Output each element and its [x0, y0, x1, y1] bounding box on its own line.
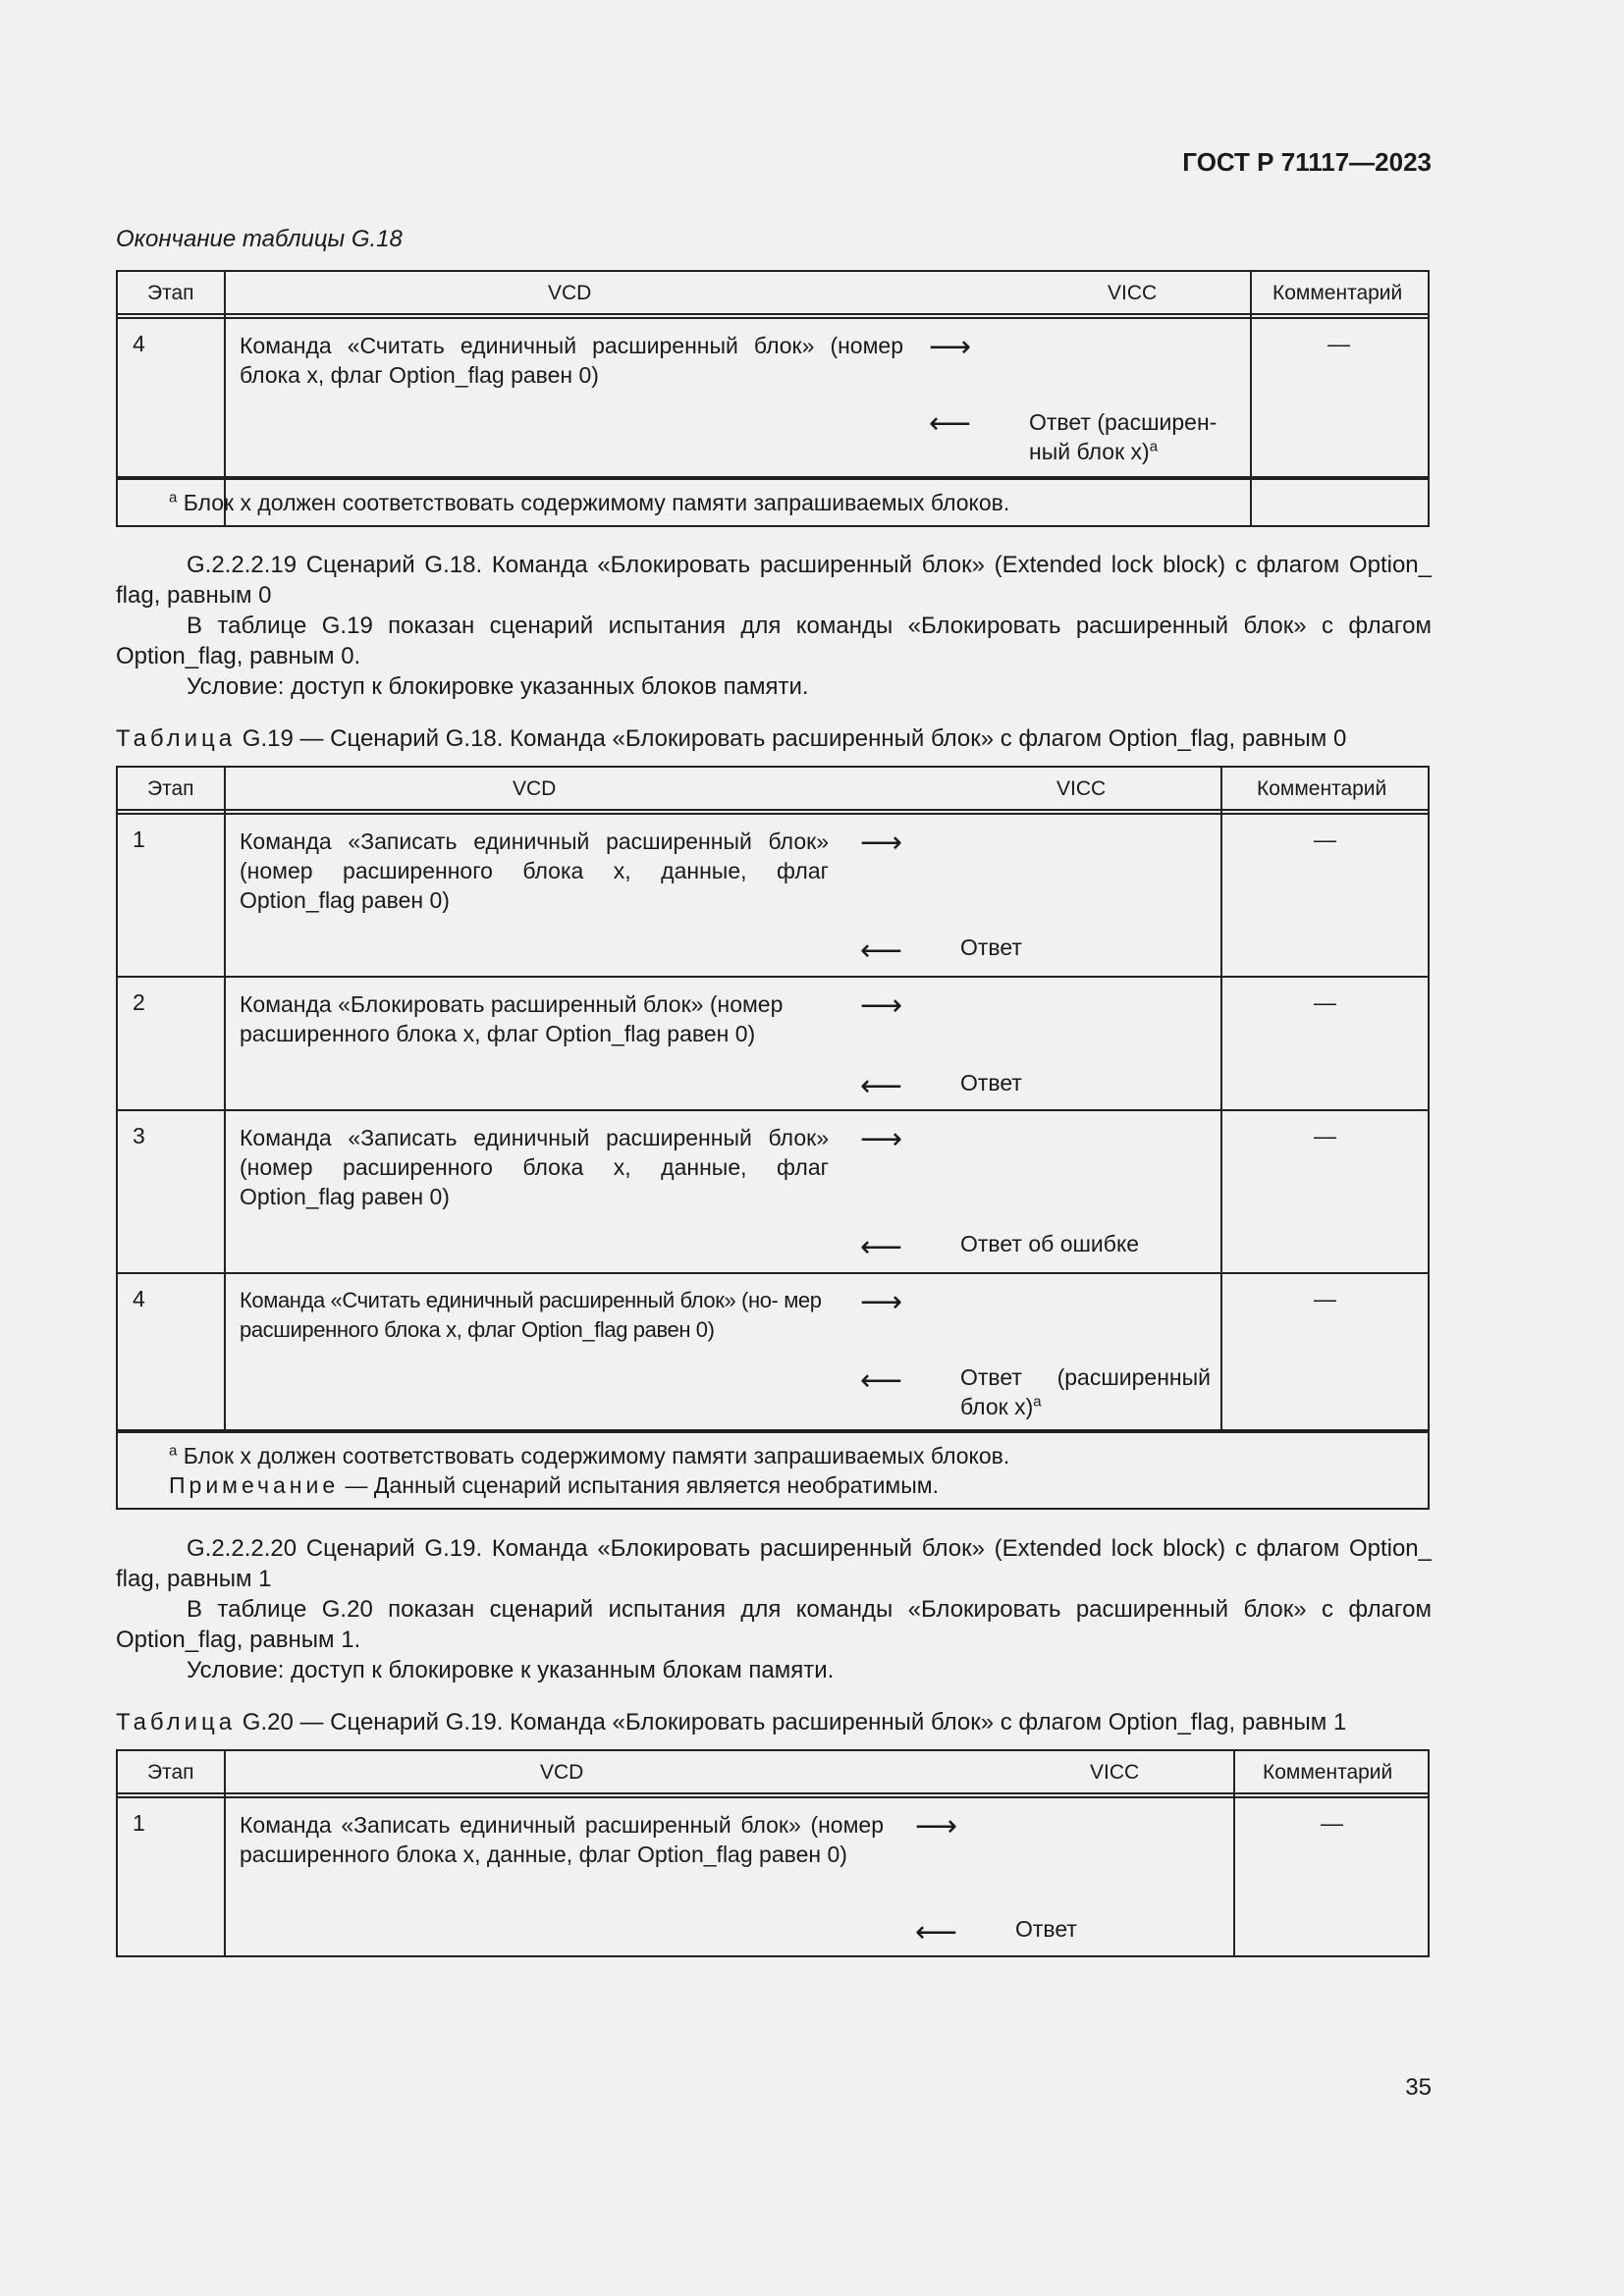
col-comment-header: Комментарий	[1272, 282, 1403, 304]
section-condition: Условие: доступ к блокировке указанных блоков памяти.	[187, 673, 809, 700]
table-g20-title: Таблица G.20 — Сценарий G.19. Команда «Блокировать расширенный блок» с флагом Option_flag, равным 1	[116, 1709, 1347, 1735]
comment-cell: —	[1314, 1123, 1336, 1148]
comment-cell: —	[1321, 1810, 1343, 1836]
vicc-response: Ответ	[1015, 1916, 1077, 1942]
arrow-right-icon: ⟶	[860, 1286, 903, 1318]
table-row	[118, 1274, 1428, 1431]
table-g18-end	[116, 270, 1430, 527]
col-vicc-header: VICC	[1090, 1761, 1140, 1784]
col-stage-header: Этап	[147, 1761, 194, 1784]
arrow-right-icon: ⟶	[860, 827, 903, 859]
arrow-left-icon: ⟵	[860, 1070, 903, 1102]
table-footnote: $^a$ Блок x должен соответствовать содержимому памяти запрашиваемых блоков. Примечание — Данный сценарий испытания является необратимым.	[118, 1431, 1428, 1508]
table-g19	[116, 766, 1430, 1510]
col-vicc-header: VICC	[1056, 777, 1107, 800]
section-g19	[116, 550, 1432, 702]
vicc-response: Ответ	[960, 934, 1022, 960]
vcd-command: Команда «Записать единичный расширенный блок» (номер расширенного блока x, данные, флаг Option_flag равен 0)	[240, 828, 829, 913]
stage-number: 4	[133, 1286, 145, 1311]
table-row	[118, 978, 1428, 1111]
vcd-command: Команда «Записать единичный расширенный блок» (номер расширенного блока x, данные, флаг Option_flag равен 0)	[240, 1125, 829, 1209]
comment-cell: —	[1327, 331, 1350, 356]
section-g20	[116, 1533, 1432, 1685]
table-row	[118, 1111, 1428, 1274]
page-number: 35	[1405, 2074, 1432, 2101]
table-g19-title: Таблица G.19 — Сценарий G.18. Команда «Блокировать расширенный блок» с флагом Option_flag, равным 0	[116, 725, 1347, 752]
vcd-command: Команда «Считать единичный расширенный блок» (но- мер расширенного блока x, флаг Option_flag равен 0)	[240, 1288, 822, 1342]
arrow-left-icon: ⟵	[860, 1364, 903, 1397]
arrow-left-icon: ⟵	[860, 934, 903, 967]
section-heading: G.2.2.2.20 Сценарий G.19. Команда «Блокировать расширенный блок» (Extended lock block) с флагом Option_ flag, равным 1	[116, 1535, 1433, 1592]
stage-number: 4	[133, 331, 145, 356]
stage-number: 1	[133, 1810, 145, 1836]
stage-number: 2	[133, 989, 145, 1015]
arrow-left-icon: ⟵	[915, 1916, 958, 1949]
arrow-left-icon: ⟵	[860, 1231, 903, 1263]
table-footnote: $^a$ Блок x должен соответствовать содержимому памяти запрашиваемых блоков.	[118, 478, 1428, 525]
arrow-right-icon: ⟶	[860, 1123, 903, 1155]
table-row	[118, 319, 1428, 478]
vicc-response: Ответ	[960, 1070, 1022, 1095]
col-comment-header: Комментарий	[1263, 1761, 1393, 1784]
arrow-right-icon: ⟶	[915, 1810, 958, 1842]
arrow-right-icon: ⟶	[929, 331, 972, 363]
document-id: ГОСТ Р 71117—2023	[1182, 147, 1432, 177]
col-vcd-header: VCD	[513, 777, 557, 800]
table-row	[118, 815, 1428, 978]
col-comment-header: Комментарий	[1257, 777, 1387, 800]
table-header	[118, 272, 1428, 315]
vcd-command: Команда «Записать единичный расширенный блок» (номер расширенного блока x, данные, флаг Option_flag равен 0)	[240, 1812, 884, 1867]
arrow-left-icon: ⟵	[929, 407, 972, 440]
table-note: Примечание — Данный сценарий испытания является необратимым.	[169, 1472, 939, 1498]
table-header	[118, 768, 1428, 811]
stage-number: 1	[133, 827, 145, 852]
section-condition: Условие: доступ к блокировке к указанным блокам памяти.	[187, 1657, 835, 1683]
vicc-response: Ответ (расширенный блок x)$^a$	[960, 1364, 1211, 1419]
vcd-command: Команда «Считать единичный расширенный блок» (номер блока x, флаг Option_flag равен 0)	[240, 333, 903, 388]
stage-number: 3	[133, 1123, 145, 1148]
section-text: В таблице G.19 показан сценарий испытания для команды «Блокировать расширенный блок» с флагом Option_flag, равным 0.	[116, 613, 1432, 669]
col-stage-header: Этап	[147, 282, 194, 304]
comment-cell: —	[1314, 1286, 1336, 1311]
comment-cell: —	[1314, 989, 1336, 1015]
vcd-command: Команда «Блокировать расширенный блок» (номер расширенного блока x, флаг Option_flag равен 0)	[240, 991, 784, 1046]
table-row	[118, 1798, 1428, 1955]
arrow-right-icon: ⟶	[860, 989, 903, 1022]
comment-cell: —	[1314, 827, 1336, 852]
vicc-response: Ответ об ошибке	[960, 1231, 1140, 1256]
col-vcd-header: VCD	[540, 1761, 584, 1784]
section-heading: G.2.2.2.19 Сценарий G.18. Команда «Блокировать расширенный блок» (Extended lock block) с флагом Option_ flag, равным 0	[116, 552, 1433, 609]
section-text: В таблице G.20 показан сценарий испытания для команды «Блокировать расширенный блок» с флагом Option_flag, равным 1.	[116, 1596, 1432, 1653]
col-stage-header: Этап	[147, 777, 194, 800]
table-header	[118, 1751, 1428, 1794]
table-g20	[116, 1749, 1430, 1957]
col-vcd-header: VCD	[548, 282, 592, 304]
table-continuation-caption: Окончание таблицы G.18	[116, 226, 403, 252]
vicc-response: Ответ (расширен- ный блок x)$^a$	[1029, 409, 1218, 464]
col-vicc-header: VICC	[1108, 282, 1158, 304]
